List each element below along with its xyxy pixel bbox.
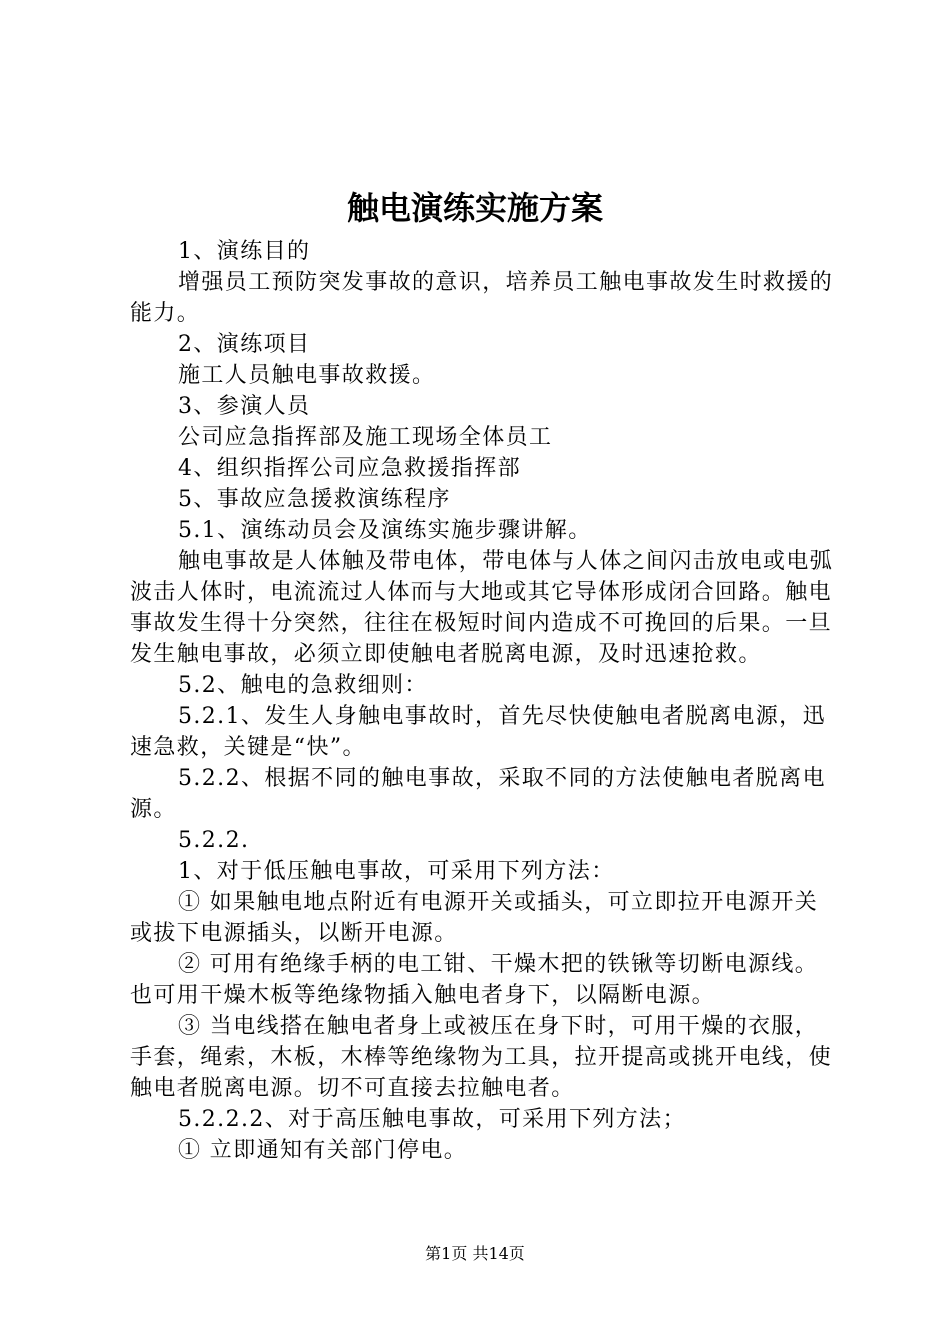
paragraph: 5.1、演练动员会及演练实施步骤讲解。 xyxy=(178,518,592,543)
paragraph: 施工人员触电事故救援。 xyxy=(178,363,436,388)
paragraph: ② 可用有绝缘手柄的电工钳、干燥木把的铁锹等切断电源线。也可用干燥木板等绝缘物插入触电者身下，以隔断电源。 xyxy=(130,952,819,1008)
paragraph: 5.2、触电的急救细则： xyxy=(178,673,428,698)
paragraph: ③ 当电线搭在触电者身上或被压在身下时，可用干燥的衣服，手套，绳索，木板，木棒等绝缘物为工具，拉开提高或挑开电线，使触电者脱离电源。切不可直接去拉触电者。 xyxy=(130,1014,833,1101)
paragraph: 1、对于低压触电事故，可采用下列方法： xyxy=(178,859,615,884)
paragraph: 公司应急指挥部及施工现场全体员工 xyxy=(178,425,553,450)
page-number: 第1页 共14页 xyxy=(425,1244,525,1263)
paragraph: 3、参演人员 xyxy=(178,394,311,419)
paragraph: 2、演练项目 xyxy=(178,332,311,357)
paragraph: 触电事故是人体触及带电体，带电体与人体之间闪击放电或电弧波击人体时，电流流过人体而与大地或其它导体形成闭合回路。触电事故发生得十分突然，往往在极短时间内造成不可挽回的后果。一旦发生触电事故，必须立即使触电者脱离电源，及时迅速抢救。 xyxy=(130,549,834,667)
paragraph: ① 立即通知有关部门停电。 xyxy=(178,1138,468,1163)
paragraph: 5.2.2. xyxy=(178,828,250,853)
paragraph: ① 如果触电地点附近有电源开关或插头，可立即拉开电源开关或拔下电源插头，以断开电源。 xyxy=(130,890,819,946)
paragraph: 5.2.1、发生人身触电事故时，首先尽快使触电者脱离电源，迅速急救，关键是“快”。 xyxy=(130,704,826,760)
paragraph: 5、事故应急援救演练程序 xyxy=(178,487,451,512)
paragraph: 5.2.2、根据不同的触电事故，采取不同的方法使触电者脱离电源。 xyxy=(130,766,826,822)
paragraph: 增强员工预防突发事故的意识，培养员工触电事故发生时救援的能力。 xyxy=(130,270,834,326)
paragraph: 4、组织指挥公司应急救援指挥部 xyxy=(178,456,521,481)
document-body xyxy=(130,236,834,1166)
page-title: 触电演练实施方案 xyxy=(346,189,603,227)
paragraph: 5.2.2.2、对于高压触电事故，可采用下列方法； xyxy=(178,1107,686,1132)
paragraph: 1、演练目的 xyxy=(178,239,311,264)
